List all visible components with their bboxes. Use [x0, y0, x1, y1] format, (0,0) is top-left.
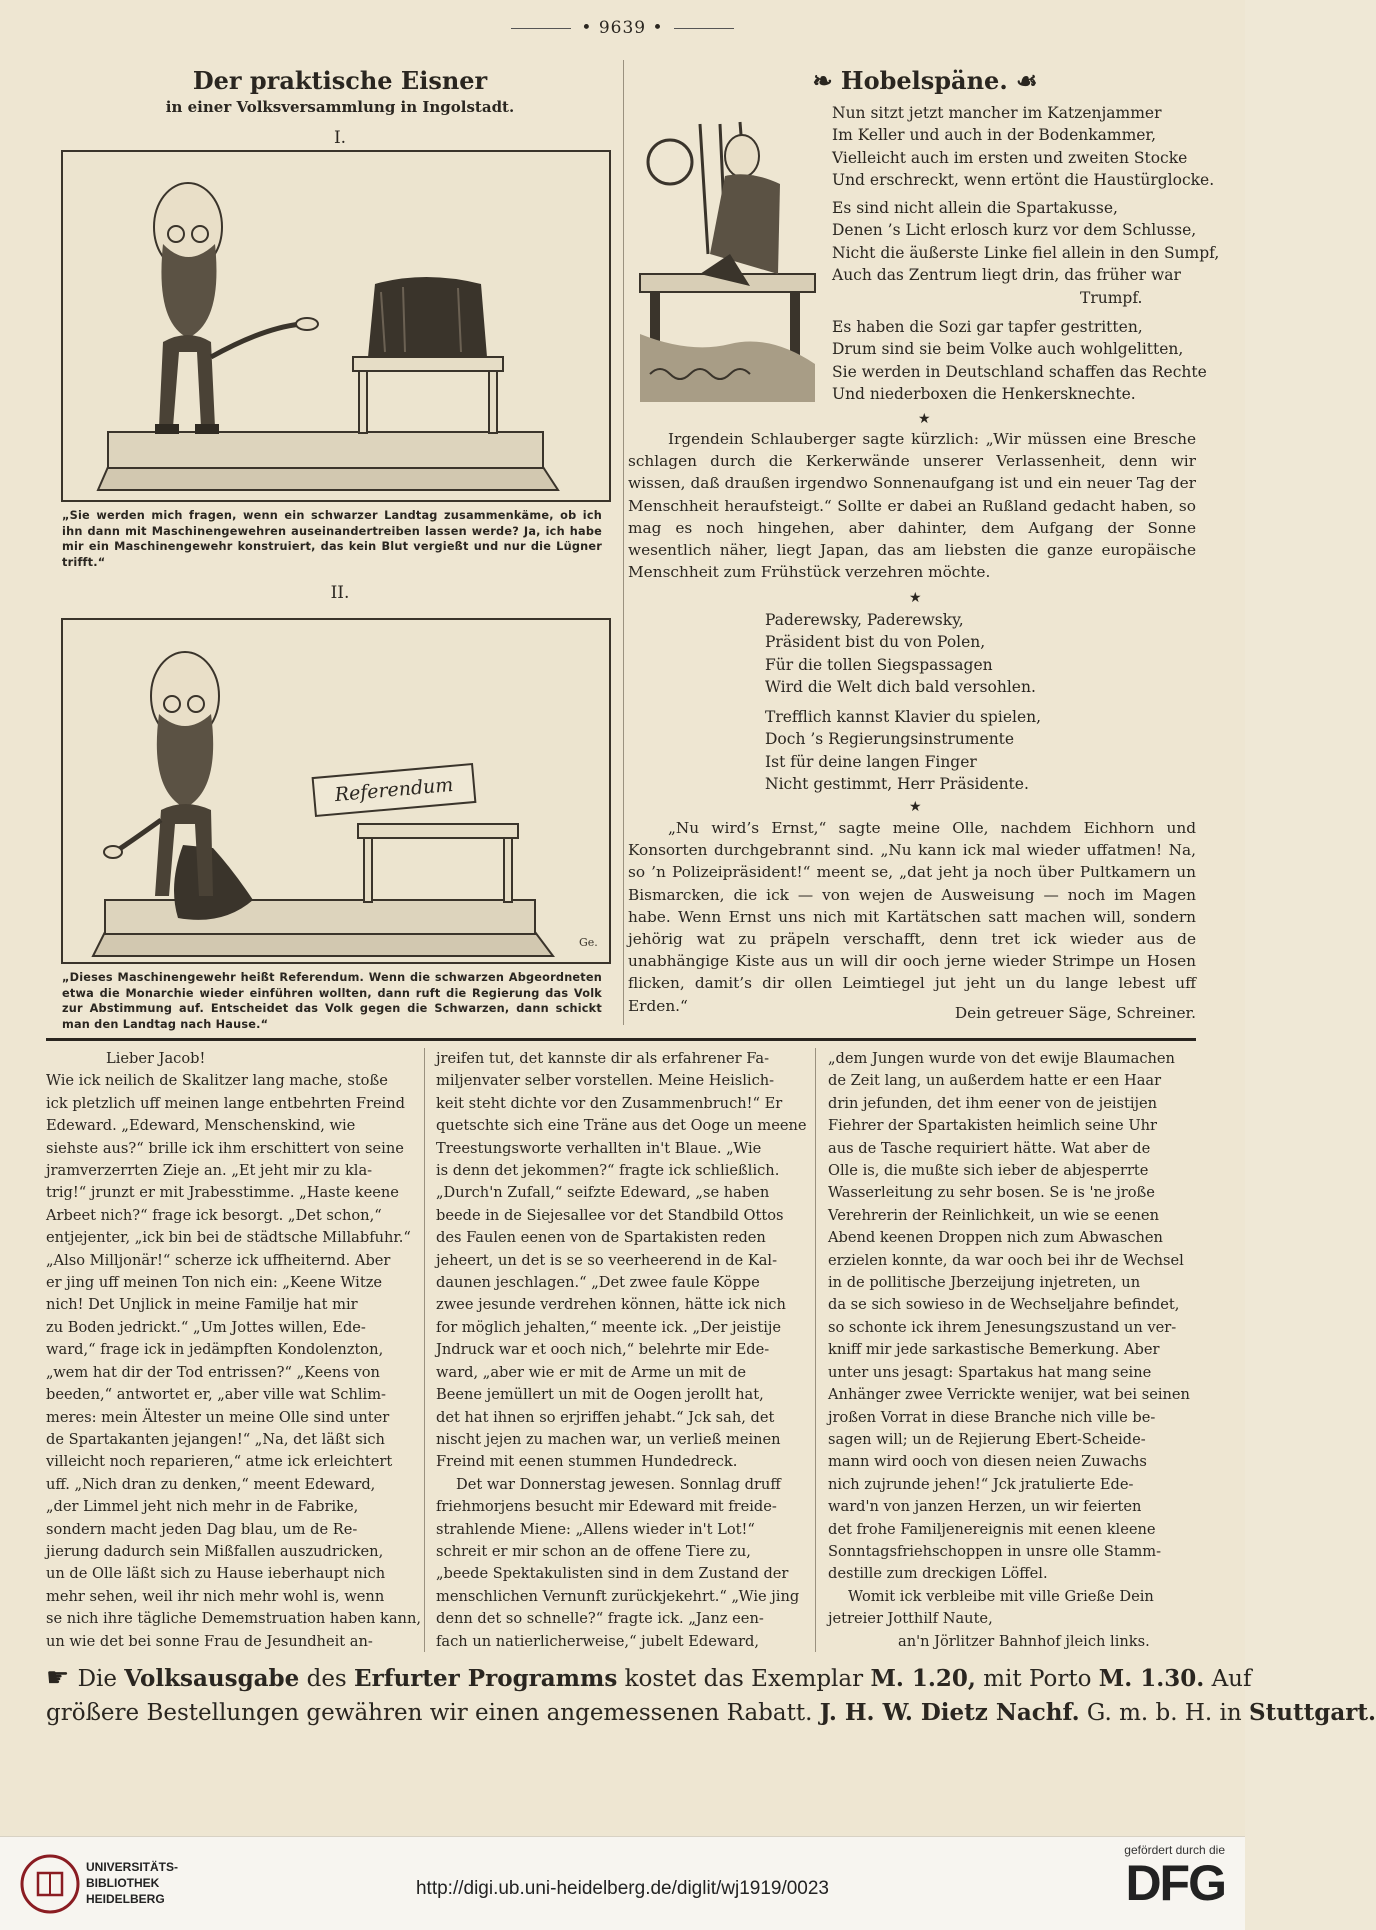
dfg-logo[interactable]: gefördert durch die DFG — [1124, 1843, 1225, 1911]
stanza-3: Es haben die Sozi gar tapfer gestritten, Drum sind sie beim Volke auch wohlgelitten, Sie werden in Deutschland schaffen das Rechte Und niederboxen die Henkersknechte. — [832, 318, 1207, 404]
footer-bar — [0, 1836, 1245, 1930]
stanza-1: Nun sitzt jetzt mancher im Katzenjammer Im Keller und auch in der Bodenkammer, Vielleicht auch im ersten und zweiten Stocke Und erschreckt, wenn ertönt die Haustürglocke. — [832, 104, 1215, 190]
letter-divider-1 — [424, 1048, 425, 1652]
section-rule — [46, 1038, 1196, 1041]
stanza-5: Trefflich kannst Klavier du spielen, Doch ’s Regierungsinstrumente Ist für deine langen Finger Nicht gestimmt, Herr Präsidente. — [765, 708, 1042, 794]
university-library-logo[interactable]: UNIVERSITÄTS- BIBLIOTHEK HEIDELBERG — [20, 1851, 210, 1917]
letter-column-2: jreifen tut, det kannste dir als erfahrener Fa- miljenvater selber vorstellen. Meine Heislich- keit steht dichte vor den Zusammenbruch!“ Er quetschte sich eine Träne aus det Ooge un meene Treestungsworte verhallten in't Blaue. „Wie is denn det jekommen?“ fragte ick schließlich. „Durch'n Zufall,“ seifzte Edeward, „se haben beede in de Siejesallee vor det Standbild Ottos des Faulen eenen von de Spartakisten reden jeheert, un det is se so veerheerend in de Kal- daunen jeschlagen.“ „Det zwee faule Köppe zwee jesunde verdrehen können, hätte ick nich for möglich jehalten,“ meente ick. „Der jeistije Jndruck war et ooch nich,“ belehrte mir Ede- ward, „aber wie er mit de Arme un mit de Beene jemüllert un mit de Oogen jerollt hat, det hat ihnen so erjriffen jehabt.“ Jck sah, det nischt jejen zu machen war, un verließ meinen Freind mit eenen stummen Hundedreck. Det war Donnerstag jewesen. Sonnlag druff friehmorjens besucht mir Edeward mit freide- strahlende Miene: „Allens wieder in't Lot!“ schreit er mir schon an de offene Tiere zu, „beede Spektakulisten sind in dem Zustand der menschlichen Vernunft zurückjekehrt.“ „Wie jing denn det so schnelle?“ fragte ick. „Janz een- fach un natierlicherweise,“ jubelt Edeward, — [436, 1050, 807, 1650]
page-number: • 9639 • — [0, 18, 1245, 38]
column-divider — [623, 60, 624, 1025]
right-article-title: ❧ Hobelspäne. ☙ — [812, 66, 1038, 95]
panel1-caption: „Sie werden mich fragen, wenn ein schwarzer Landtag zusammenkäme, ob ich ihn dann mit Maschinengewehren auseinandertreiben lassen werde? Ja, ich habe mir ein Maschinengewehr konstruiert, das kein Blut vergießt und nur die Lügner trifft.“ — [62, 509, 602, 569]
panel1-label: I. — [333, 128, 347, 148]
paragraph-1: Irgendein Schlauberger sagte kürzlich: „Wir müssen eine Bresche schlagen durch die Kerkerwände unserer Verlassenheit, denn wir wissen, daß draußen irgendwo Sonnenaufgang ist und ein neuer Tag der Menschheit heraufsteigt.“ Sollte er dabei an Rußland gedacht haben, so mag es noch hingehen, aber dahinter, dem Aufgang der Sonne wesentlich näher, liegt Japan, das am liebsten die ganze europäische Menschheit zum Frühstück verzehren möchte. — [628, 430, 1196, 582]
panel2-caption: „Dieses Maschinengewehr heißt Referendum. Wenn die schwarzen Abgeordneten etwa die Monarchie wieder einführen wollten, dann ruft die Regierung das Volk zur Abstimmung auf. Entscheidet das Volk gegen die Schwarzen, dann schickt man den Landtag nach Hause.“ — [62, 971, 602, 1031]
carpenter-illustration — [630, 104, 825, 404]
separator-star: ★ — [909, 799, 922, 815]
ornament-left-icon: ❧ — [812, 66, 841, 95]
cartoon-panel-2 — [61, 618, 611, 964]
separator-star: ★ — [918, 411, 931, 427]
advertisement: ☛ Die Volksausgabe des Erfurter Programms kostet das Exemplar M. 1.20, mit Porto M. 1.30. Auf größere Bestellungen gewähren wir einen angemessenen Rabatt. J. H. W. Dietz Nachf. G. m. b. H. in Stuttgart. — [46, 1663, 1376, 1726]
paragraph-2: „Nu wird’s Ernst,“ sagte meine Olle, nachdem Eichhorn und Konsorten durchgebrannt sind. „Nu kann ick mal wieder uffatmen! Na, so ’n Polizeipräsident!“ meent se, „dat jeht ja noch über Pultkamern un Bismarcken, die ick — von wejen de Ausweisung — noch im Magen habe. Wenn Ernst uns nich mit Kartätschen satt machen will, sondern jehörig wat zu präpeln verschafft, denn tret ick wieder aus de unabhängige Kiste aus un will dir ooch jerne wieder Strimpe un Hosen flicken, damit’s dir ollen Leimtiegel jut jeht un du lange lebest uff Erden.“ — [628, 819, 1196, 1015]
letter-column-1: Lieber Jacob! Wie ick neilich de Skalitzer lang mache, stoße ick pletzlich uff meinen lange entbehrten Freind Edeward. „Edeward, Menschenskind, wie siehste aus?“ brille ick ihm erschittert von seine jramverzerrten Zieje an. „Et jeht mir zu kla- trig!“ jrunzt er mit Jrabesstimme. „Haste keene Arbeet nich?“ frage ick besorgt. „Det schon,“ entjejenter, „ick bin bei de städtsche Millabfuhr.“ „Also Milljonär!“ scherze ick uffheiternd. Aber er jing uff meinen Ton nich ein: „Keene Witze nich! Det Unjlick in meine Familje hat mir zu Boden jedrickt.“ „Um Jottes willen, Ede- ward,“ frage ick in jedämpften Kondolenzton, „wem hat dir der Tod entrissen?“ „Keens von beeden,“ antwortet er, „aber ville wat Schlim- meres: mein Ältester un meine Olle sind unter de Spartakanten jejangen!“ „Na, det läßt sich villeicht noch reparieren,“ atme ick erleichtert uff. „Nich dran zu denken,“ meent Edeward, „der Limmel jeht nich mehr in de Fabrike, sondern macht jeden Dag blau, um de Re- jierung dadurch sein Mißfallen auszudricken, un de Olle läßt sich zu Hause ieberhaupt nich mehr sehen, weil ihr nich mehr wohl is, wenn se nich ihre tägliche Dememstruation haben kann, un wie det bei sonne Frau de Jesundheit an- — [46, 1050, 421, 1650]
referendum-sign: Referendum — [312, 763, 477, 817]
source-url-link[interactable]: http://digi.ub.uni-heidelberg.de/diglit/wj1919/0023 — [415, 1878, 830, 1899]
left-article-subtitle: in einer Volksversammlung in Ingolstadt. — [165, 98, 515, 116]
cartoon-illustration-1 — [63, 152, 609, 500]
signature: Dein getreuer Säge, Schreiner. — [954, 1004, 1196, 1022]
stanza-4: Paderewsky, Paderewsky, Präsident bist du von Polen, Für die tollen Siegspassagen Wird die Welt dich bald versohlen. — [765, 611, 1036, 697]
cartoon-panel-1 — [61, 150, 611, 502]
stanza-2: Es sind nicht allein die Spartakusse, Denen ’s Licht erlosch kurz vor dem Schlusse, Nicht die äußerste Linke fiel allein in den Sumpf, Auch das Zentrum liegt drin, das früher war Trumpf. — [832, 199, 1220, 307]
artist-signature: Ge. — [579, 936, 598, 949]
letter-divider-2 — [815, 1048, 816, 1652]
separator-star: ★ — [909, 590, 922, 606]
ornament-right-icon: ☙ — [1007, 66, 1038, 95]
letter-column-3: „dem Jungen wurde von det ewije Blaumachen de Zeit lang, un außerdem hatte er een Haar drin jefunden, det ihm eener von de jeistijen Fiehrer der Spartakisten heimlich seine Uhr aus de Tasche requiriert hätte. Wat aber de Olle is, die mußte sich ieber de abjesperrte Wasserleitung zu sehr bosen. Se is 'ne jroße Verehrerin der Reinlichkeit, un wie se eenen Abend keenen Droppen nich zum Abwaschen erzielen konnte, da war ooch bei ihr de Wechsel in de pollitische Jberzeijung injetreten, un da se sich sowieso in de Wechseljahre befindet, so schonte ick ihrem Jenesungszustand un ver- kniff mir jede sarkastische Bemerkung. Aber unter uns jesagt: Spartakus hat mang seine Anhänger zwee Verrickte wenijer, wat bei seinen jroßen Vorrat in diese Branche nich ville be- sagen will; un de Rejierung Ebert-Scheide- mann wird ooch von diesen neien Zuwachs nich zujrunde jehen!“ Jck jratulierte Ede- ward'n von janzen Herzen, un wir feierten det frohe Familjenereignis mit eenen kleene Sonntagsfriehschoppen in unsre olle Stamm- destille zum dreckigen Löffel. Womit ick verbleibe mit ville Grieße Dein jetreier Jotthilf Naute, an'n Jörlitzer Bahnhof jleich links. — [828, 1050, 1190, 1650]
left-article-title: Der praktische Eisner — [192, 66, 488, 95]
panel2-label: II. — [330, 583, 350, 603]
pointing-hand-icon: ☛ — [46, 1663, 78, 1693]
